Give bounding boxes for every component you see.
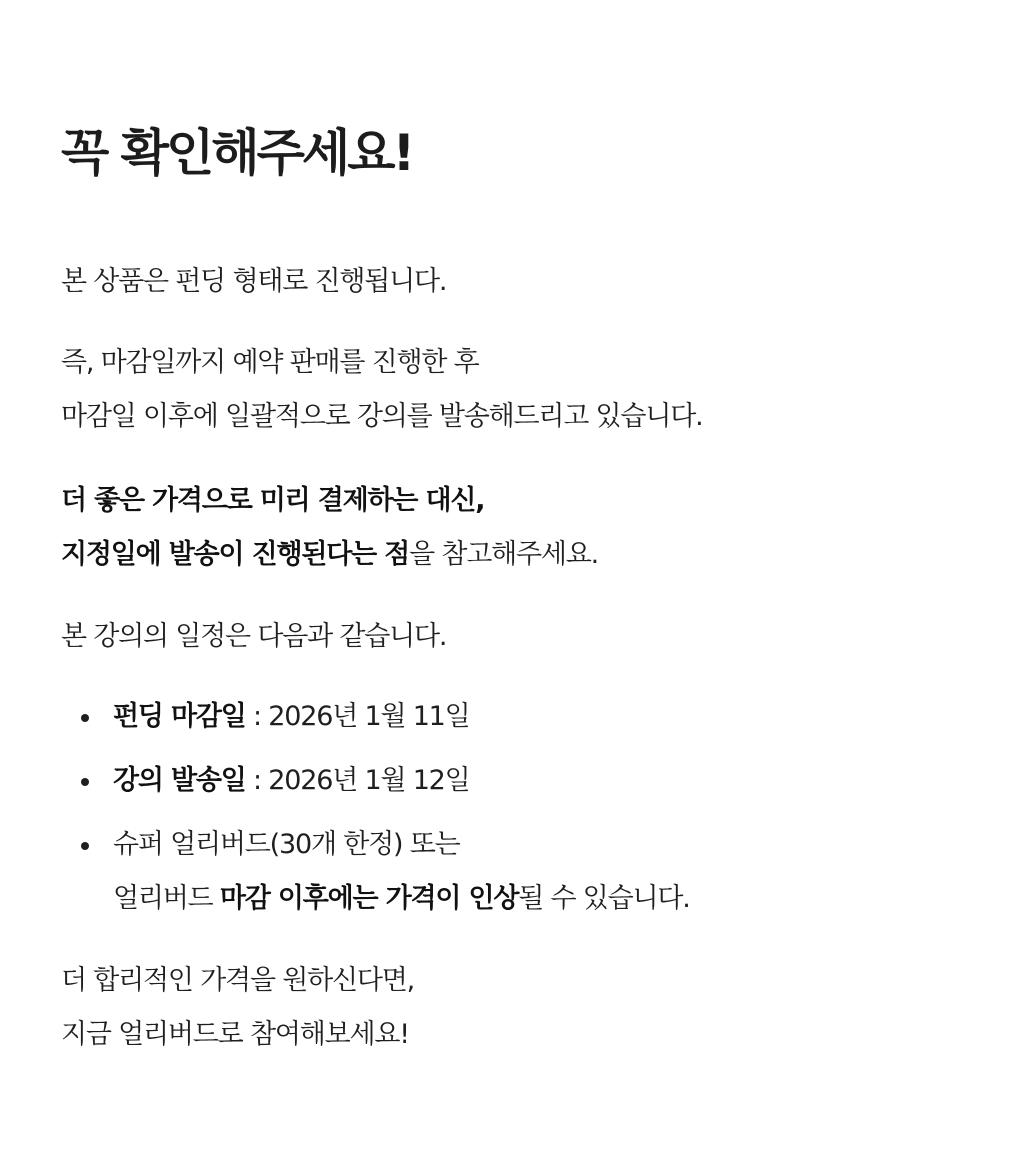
closing-paragraph xyxy=(61,954,414,1062)
bullet-icon xyxy=(81,778,89,786)
schedule-value: : 2026년 1월 12일 xyxy=(245,765,470,796)
closing-line-1: 더 합리적인 가격을 원하신다면, xyxy=(61,965,414,996)
price-notice-line-1: 더 좋은 가격으로 미리 결제하는 대신, xyxy=(61,485,485,516)
intro-text: 본 상품은 펀딩 형태로 진행됩니다. xyxy=(61,266,447,297)
schedule-value: : 2026년 1월 11일 xyxy=(245,701,470,732)
earlybird-prefix: 얼리버드 xyxy=(113,883,220,914)
earlybird-suffix: 될 수 있습니다. xyxy=(518,883,690,914)
page-title: 꼭 확인해주세요! xyxy=(61,124,413,182)
price-notice-rest: 을 참고해주세요. xyxy=(409,539,599,570)
price-notice-paragraph xyxy=(61,474,598,582)
earlybird-line-2 xyxy=(113,872,690,926)
list-item-earlybird-notice xyxy=(61,818,690,926)
closing-line-2: 지금 얼리버드로 참여해보세요! xyxy=(61,1019,409,1050)
list-item-funding-deadline xyxy=(61,690,690,744)
schedule-label: 펀딩 마감일 xyxy=(113,701,246,732)
intro-paragraph xyxy=(61,255,446,309)
bullet-icon xyxy=(81,842,89,850)
price-notice-emphasis: 지정일에 발송이 진행된다는 점 xyxy=(61,539,410,570)
earlybird-line-1: 슈퍼 얼리버드(30개 한정) 또는 xyxy=(113,829,460,860)
list-item-delivery-date xyxy=(61,754,690,808)
schedule-intro xyxy=(61,610,446,664)
price-notice-line-2 xyxy=(61,528,598,582)
schedule-label: 강의 발송일 xyxy=(113,765,246,796)
bullet-icon xyxy=(81,714,89,722)
process-line-1: 즉, 마감일까지 예약 판매를 진행한 후 xyxy=(61,347,479,378)
schedule-list xyxy=(61,690,690,936)
process-paragraph xyxy=(61,336,702,444)
process-line-2: 마감일 이후에 일괄적으로 강의를 발송해드리고 있습니다. xyxy=(61,401,703,432)
schedule-intro-text: 본 강의의 일정은 다음과 같습니다. xyxy=(61,621,447,652)
earlybird-emphasis: 마감 이후에는 가격이 인상 xyxy=(219,883,519,914)
